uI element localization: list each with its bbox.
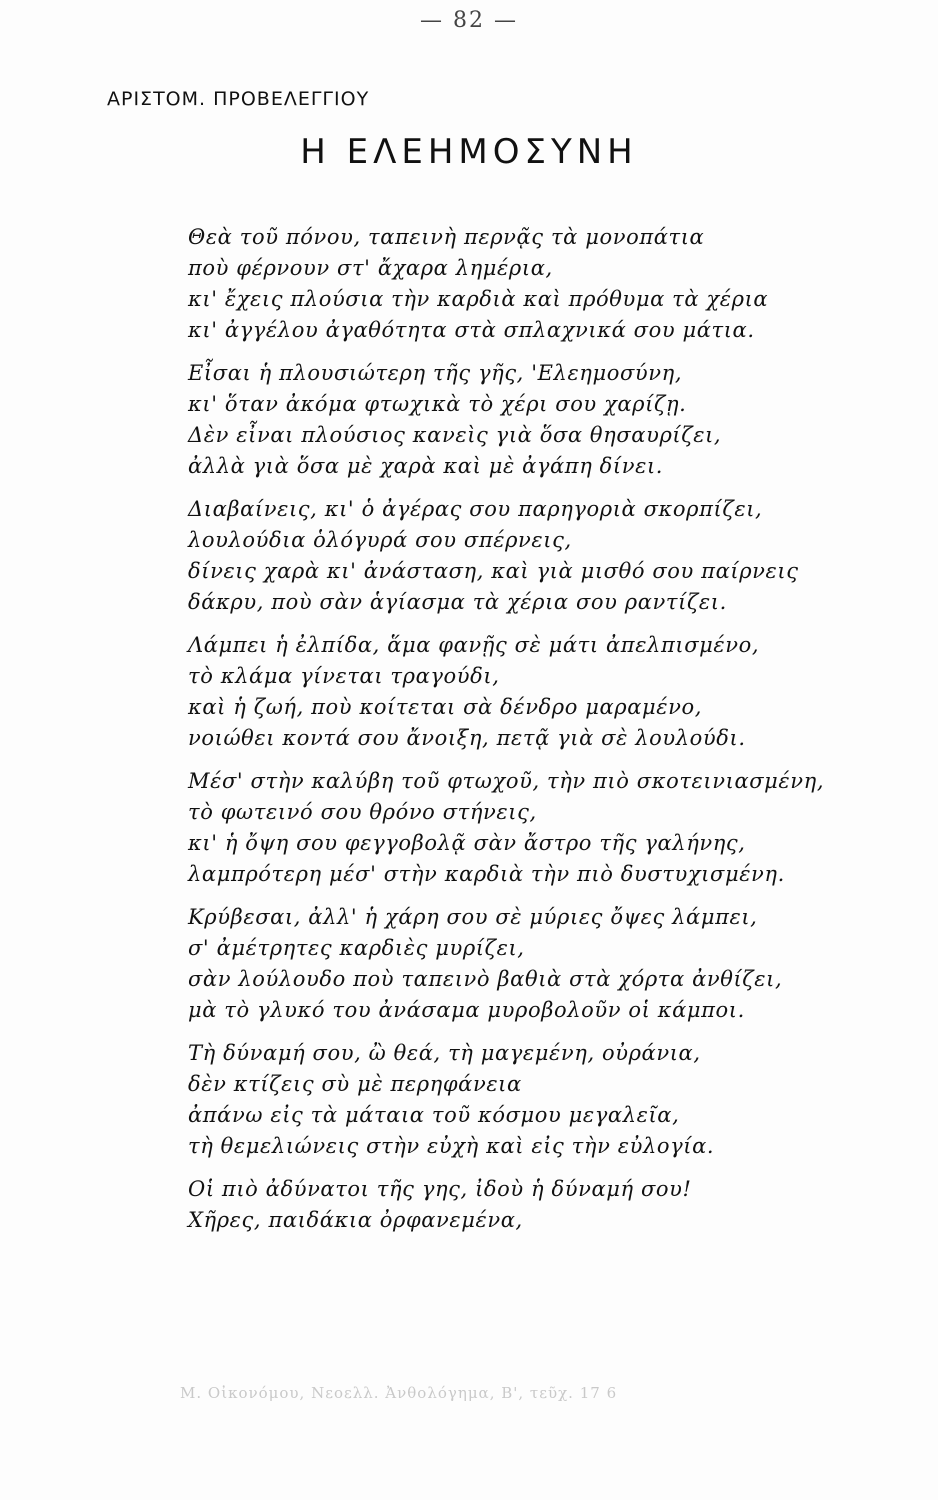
- stanza-gap: [188, 1162, 888, 1174]
- stanza-2: [188, 358, 888, 482]
- stanza-7: [188, 1038, 888, 1162]
- verse-line: σὰν λούλουδο ποὺ ταπεινὸ βαθιὰ στὰ χόρτα ἀνθίζει,: [188, 967, 783, 991]
- stanza-gap: [188, 618, 888, 630]
- stanza-gap: [188, 1026, 888, 1038]
- verse-line: λουλούδια ὁλόγυρά σου σπέρνεις,: [188, 528, 572, 552]
- verse-line: δάκρυ, ποὺ σὰν ἁγίασμα τὰ χέρια σου ραντίζει.: [188, 590, 727, 614]
- stanza-4: [188, 630, 888, 754]
- verse-line: κι' ἔχεις πλούσια τὴν καρδιὰ καὶ πρόθυμα τὰ χέρια: [188, 287, 769, 311]
- verse-line: σ' ἀμέτρητες καρδιὲς μυρίζει,: [188, 936, 525, 960]
- stanza-3: [188, 494, 888, 618]
- verse-line: καὶ ἡ ζωή, ποὺ κοίτεται σὰ δένδρο μαραμένο,: [188, 695, 703, 719]
- author-name: ΑΡΙΣΤΟΜ. ΠΡΟΒΕΛΕΓΓΙΟΥ: [107, 88, 370, 110]
- stanza-gap: [188, 482, 888, 494]
- verse-line: Εἶσαι ἡ πλουσιώτερη τῆς γῆς, 'Ελεημοσύνη,: [188, 361, 683, 385]
- poem-title: Η ΕΛΕΗΜΟΣΥΝΗ: [300, 132, 638, 172]
- verse-line: μὰ τὸ γλυκό του ἀνάσαμα μυροβολοῦν οἱ κάμποι.: [188, 998, 745, 1022]
- verse-line: Οἱ πιὸ ἀδύνατοι τῆς γης, ἰδοὺ ἡ δύναμή σου!: [188, 1177, 692, 1201]
- verse-line: Μέσ' στὴν καλύβη τοῦ φτωχοῦ, τὴν πιὸ σκοτεινιασμένη,: [188, 769, 825, 793]
- verse-line: κι' ὅταν ἀκόμα φτωχικὰ τὸ χέρι σου χαρίζῃ.: [188, 392, 687, 416]
- verse-line: κι' ἡ ὄψη σου φεγγοβολᾷ σὰν ἄστρο τῆς γαλήνης,: [188, 831, 746, 855]
- verse-line: ποὺ φέρνουν στ' ἄχαρα λημέρια,: [188, 256, 553, 280]
- stanza-8: [188, 1174, 888, 1236]
- stanza-1: [188, 222, 888, 346]
- stanza-gap: [188, 754, 888, 766]
- verse-line: δίνεις χαρὰ κι' ἀνάσταση, καὶ γιὰ μισθό σου παίρνεις: [188, 559, 799, 583]
- verse-line: νοιώθει κοντά σου ἄνοιξη, πετᾷ γιὰ σὲ λουλούδι.: [188, 726, 746, 750]
- verse-line: Θεὰ τοῦ πόνου, ταπεινὴ περνᾷς τὰ μονοπάτια: [188, 225, 705, 249]
- verse-line: τὴ θεμελιώνεις στὴν εὐχὴ καὶ εἰς τὴν εὐλογία.: [188, 1134, 715, 1158]
- page-number: — 82 —: [420, 8, 518, 33]
- verse-line: ἀλλὰ γιὰ ὅσα μὲ χαρὰ καὶ μὲ ἀγάπη δίνει.: [188, 454, 664, 478]
- verse-line: κι' ἀγγέλου ἀγαθότητα στὰ σπλαχνικά σου μάτια.: [188, 318, 755, 342]
- bleed-through-footer: Μ. Οἰκονόμου, Νεοελλ. Ἀνθολόγημα, Β', τεῦχ. 17 6: [180, 1384, 618, 1402]
- verse-line: λαμπρότερη μέσ' στὴν καρδιὰ τὴν πιὸ δυστυχισμένη.: [188, 862, 785, 886]
- verse-line: Τὴ δύναμή σου, ὢ θεά, τὴ μαγεμένη, οὐράνια,: [188, 1041, 701, 1065]
- verse-line: Κρύβεσαι, ἀλλ' ἡ χάρη σου σὲ μύριες ὄψες λάμπει,: [188, 905, 758, 929]
- verse-line: Λάμπει ἡ ἐλπίδα, ἅμα φανῇς σὲ μάτι ἀπελπισμένο,: [188, 633, 760, 657]
- verse-line: Χῆρες, παιδάκια ὀρφανεμένα,: [188, 1208, 523, 1232]
- stanza-gap: [188, 346, 888, 358]
- poem-body: [188, 222, 888, 1236]
- verse-line: δὲν κτίζεις σὺ μὲ περηφάνεια: [188, 1072, 522, 1096]
- verse-line: τὸ φωτεινό σου θρόνο στήνεις,: [188, 800, 537, 824]
- verse-line: ἀπάνω εἰς τὰ μάταια τοῦ κόσμου μεγαλεῖα,: [188, 1103, 680, 1127]
- stanza-5: [188, 766, 888, 890]
- verse-line: Διαβαίνεις, κι' ὁ ἀγέρας σου παρηγοριὰ σκορπίζει,: [188, 497, 763, 521]
- verse-line: Δὲν εἶναι πλούσιος κανεὶς γιὰ ὅσα θησαυρίζει,: [188, 423, 722, 447]
- stanza-6: [188, 902, 888, 1026]
- stanza-gap: [188, 890, 888, 902]
- verse-line: τὸ κλάμα γίνεται τραγούδι,: [188, 664, 500, 688]
